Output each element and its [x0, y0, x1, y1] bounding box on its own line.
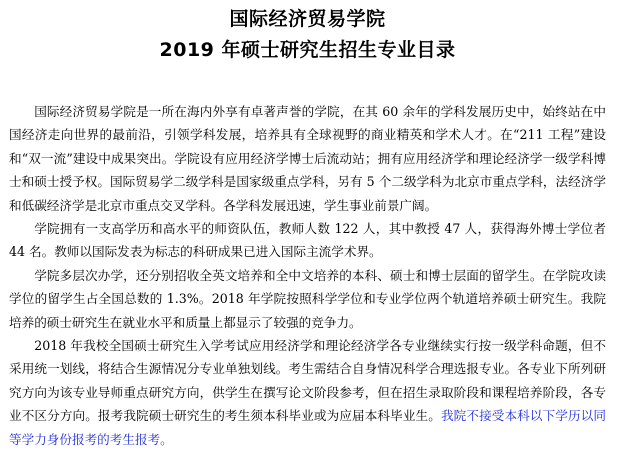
paragraph-admission-policy [9, 334, 606, 451]
document-body [9, 100, 606, 451]
paragraph-international-students: 学院多层次办学，还分别招收全英文培养和全中文培养的本科、硕士和博士层面的留学生。在学院攻读学位的留学生占全国总数的 1.3%。2018 年学院按照科学学位和专业学位两个轨道培养硕士研究生。我院培养的硕士研究生在就业水平和质量上都显示了较强的竞争力。 [9, 267, 606, 330]
admission-policy-text: 2018 年我校全国硕士研究生入学考试应用经济学和理论经济学各专业继续实行按一级学科命题，但不采用统一划线，将结合生源情况分专业单独划线。考生需结合自身情况科学合理选报专业。各专业下所列研究方向为该专业导师重点研究方向，供学生在撰写论文阶段参考，但在招生录取阶段和课程培养阶段，各专业不区分方向。报考我院硕士研究生的考生须本科毕业或为应届本科毕业生。 [9, 338, 606, 424]
document-subtitle: 2019 年硕士研究生招生专业目录 [159, 39, 456, 61]
paragraph-intro: 国际经济贸易学院是一所在海内外享有卓著声誉的学院，在其 60 余年的学科发展历史中，始终站在中国经济走向世界的最前沿，引领学科发展，培养具有全球视野的商业精英和学术人才。在“211 工程”建设和“双一流”建设中成果突出。学院设有应用经济学博士后流动站；拥有应用经济学和理论经济学一级学科博士和硕士授予权。国际贸易学二级学科是国家级重点学科，另有 5 个二级学科为北京市重点学科，法经济学和低碳经济学是北京市重点交叉学科。各学科发展迅速，学生事业前景广阔。 [9, 104, 606, 213]
document-title: 国际经济贸易学院 [229, 8, 386, 30]
paragraph-faculty: 学院拥有一支高学历和高水平的师资队伍，教师人数 122 人，其中教授 47 人，获得海外博士学位者 44 名。教师以国际发表为标志的科研成果已进入国际主流学术界。 [9, 221, 606, 260]
admission-notice: 我院不接受本科以下学历以同等学力身份报考的考生报考。 [9, 408, 607, 447]
